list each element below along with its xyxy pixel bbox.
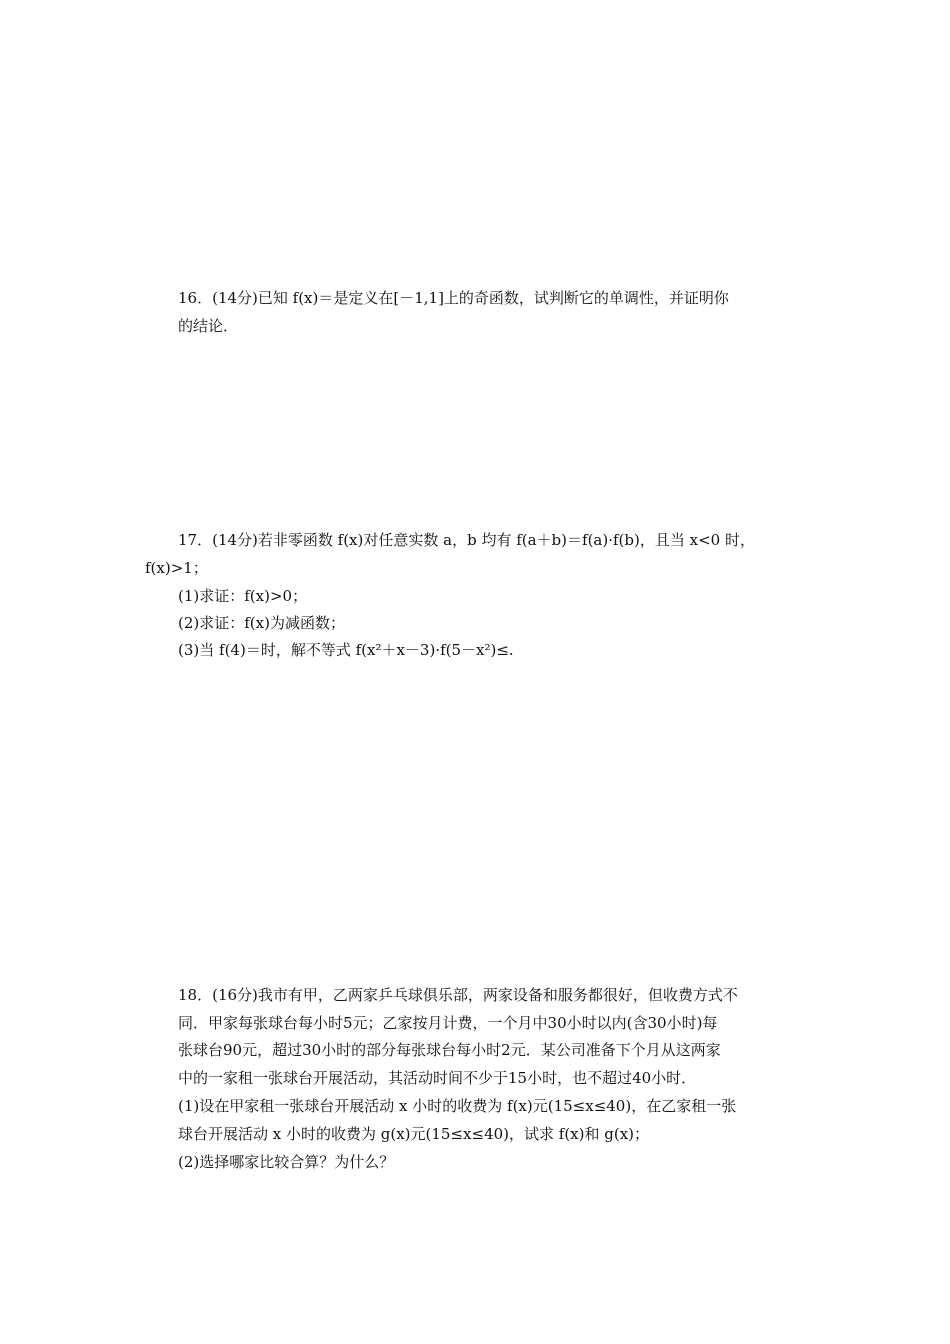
problem-18-line-1: 18．(16分)我市有甲，乙两家乒乓球俱乐部，两家设备和服务都很好，但收费方式不 [178, 986, 738, 1004]
problem-17-part-1: (1)求证：f(x)>0； [178, 587, 308, 605]
problem-17-line-2: f(x)>1； [145, 559, 208, 577]
problem-18-line-5: (1)设在甲家租一张球台开展活动 x 小时的收费为 f(x)元(15≤x≤40)，在乙家租一张 [178, 1097, 737, 1115]
problem-18-line-3: 张球台90元，超过30小时的部分每张球台每小时2元．某公司准备下个月从这两家 [178, 1041, 721, 1059]
problem-18-line-2: 同．甲家每张球台每小时5元；乙家按月计费，一个月中30小时以内(含30小时)每 [178, 1014, 718, 1032]
problem-16-line-1: 16．(14分)已知 f(x)＝是定义在[－1,1]上的奇函数，试判断它的单调性，并证明你 [178, 289, 729, 307]
problem-18-line-4: 中的一家租一张球台开展活动，其活动时间不少于15小时，也不超过40小时． [178, 1069, 697, 1087]
problem-17-part-3: (3)当 f(4)＝时，解不等式 f(x²＋x－3)·f(5－x²)≤. [178, 641, 514, 659]
problem-18-line-6: 球台开展活动 x 小时的收费为 g(x)元(15≤x≤40)，试求 f(x)和 g(x)； [178, 1125, 650, 1143]
problem-18-line-7: (2)选择哪家比较合算？为什么？ [178, 1153, 395, 1171]
problem-17-part-2: (2)求证：f(x)为减函数； [178, 614, 345, 632]
problem-16-line-2: 的结论． [178, 317, 239, 335]
problem-17-line-1: 17．(14分)若非零函数 f(x)对任意实数 a，b 均有 f(a＋b)＝f(a)·f(b)，且当 x<0 时， [178, 531, 755, 549]
